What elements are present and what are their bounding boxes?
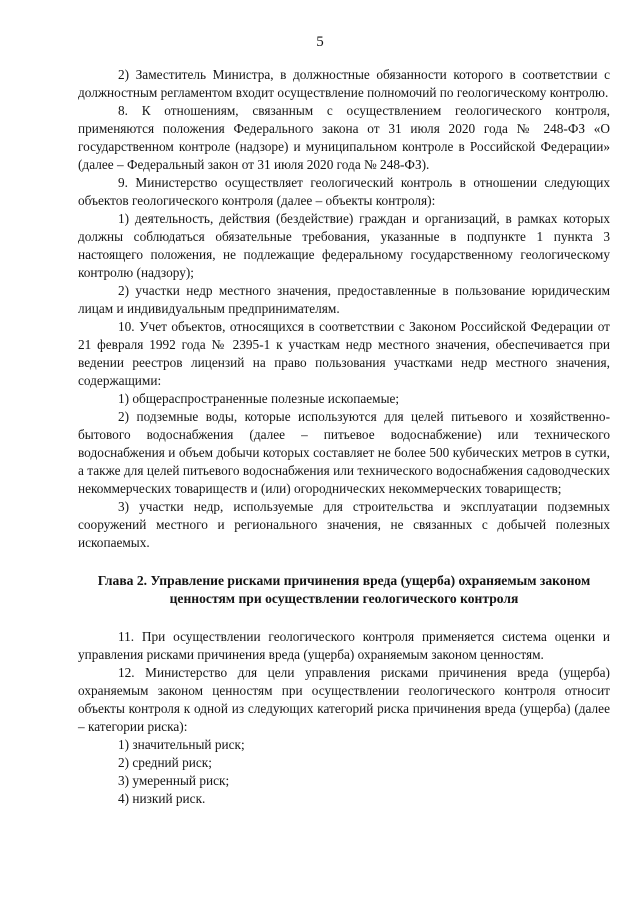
risk-category-4: 4) низкий риск. (118, 791, 206, 806)
page-number: 5 (316, 34, 324, 50)
paragraph-10: 10. Учет объектов, относящихся в соответствии с Законом Российской Федерации от 21 февраля 1992 года № 2395-1 к участкам недр местного значения, обеспечивается при ведении реестров лицензий на право пользования участками недр местного значения, содержащими: (78, 319, 610, 388)
chapter-2-heading: Глава 2. Управление рисками причинения вреда (ущерба) охраняемым законом ценностям при осуществлении геологического контроля (97, 573, 591, 606)
paragraph-9-item-1: 1) деятельность, действия (бездействие) граждан и организаций, в рамках которых должны соблюдаться обязательные требования, указанные в подпункте 1 пункта 3 настоящего положения, не подлежащие федеральному государственному геологическому контролю (надзору); (78, 211, 610, 280)
paragraph-9-item-2: 2) участки недр местного значения, предоставленные в пользование юридическим лицам и индивидуальным предпринимателям. (78, 283, 610, 316)
risk-category-1: 1) значительный риск; (118, 737, 245, 752)
paragraph-10-item-2: 2) подземные воды, которые используются для целей питьевого и хозяйственно-бытового водоснабжения (далее – питьевое водоснабжение) или технического водоснабжения и объем добычи которых составляет не более 500 кубических метров в сутки, а также для целей питьевого водоснабжения или технического водоснабжения садоводческих некоммерческих товариществ и (или) огороднических некоммерческих товариществ; (78, 409, 610, 496)
heading-spacer (78, 608, 610, 628)
paragraph-10-item-1: 1) общераспространенные полезные ископаемые; (118, 391, 400, 406)
risk-category-3: 3) умеренный риск; (118, 773, 230, 788)
paragraph-deputy-minister: 2) Заместитель Министра, в должностные обязанности которого в соответствии с должностным регламентом входит осуществление полномочий по геологическому контролю. (78, 67, 610, 100)
paragraph-12: 12. Министерство для цели управления рисками причинения вреда (ущерба) охраняемым законом ценностям при осуществлении геологического контроля относит объекты контроля к одной из следующих категорий риска причинения вреда (ущерба) (далее – категории риска): (78, 665, 610, 734)
paragraph-8: 8. К отношениям, связанным с осуществлением геологического контроля, применяются положения Федерального закона от 31 июля 2020 года № 248-ФЗ «О государственном контроле (надзоре) и муниципальном контроле в Российской Федерации» (далее – Федеральный закон от 31 июля 2020 года № 248-ФЗ). (78, 103, 610, 172)
document-body (78, 66, 610, 808)
paragraph-11: 11. При осуществлении геологического контроля применяется система оценки и управления рисками причинения вреда (ущерба) охраняемым законом ценностям. (78, 629, 610, 662)
paragraph-10-item-3: 3) участки недр, используемые для строительства и эксплуатации подземных сооружений местного и регионального значения, не связанных с добычей полезных ископаемых. (78, 499, 610, 550)
paragraph-9: 9. Министерство осуществляет геологический контроль в отношении следующих объектов геологического контроля (далее – объекты контроля): (78, 175, 610, 208)
risk-category-2: 2) средний риск; (118, 755, 212, 770)
